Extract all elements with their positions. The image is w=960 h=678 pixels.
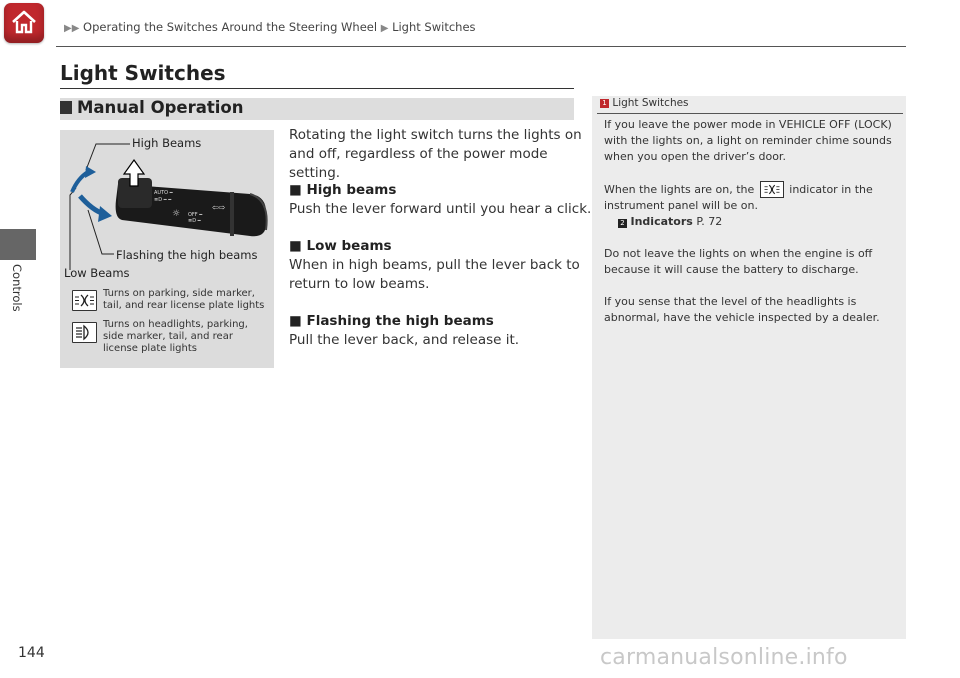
breadcrumb-item-light-switches[interactable]: Light Switches [392, 20, 476, 34]
intro-paragraph: Rotating the light switch turns the lights on and off, regardless of the power mode setting. [289, 127, 582, 181]
flashing-block [289, 312, 519, 350]
breadcrumb [64, 20, 476, 34]
headlight-indicator [72, 322, 97, 343]
headlight-icon [73, 323, 96, 342]
parking-light-indicator [72, 290, 97, 311]
svg-text:☼: ☼ [172, 209, 181, 219]
sidebar-paragraph-4: If you sense that the level of the headlights is abnormal, have the vehicle inspected by a dealer. [604, 295, 880, 324]
legend-headlights-text: Turns on headlights, parking, side marker, tail, and rear license plate lights [103, 319, 248, 354]
label-flashing-high-beams: Flashing the high beams [116, 248, 258, 262]
sidebar-divider [597, 113, 903, 114]
low-beams-block: ■ Low beams When in high beams, pull the lever back to return to low beams. [289, 238, 580, 292]
flashing-text: Pull the lever back, and release it. [289, 332, 520, 348]
parking-light-icon [760, 181, 784, 198]
high-beams-block [289, 181, 591, 219]
svg-text:≣D ━: ≣D ━ [188, 218, 201, 224]
svg-text:OFF ━: OFF ━ [188, 212, 203, 218]
square-bullet-icon [60, 101, 72, 114]
watermark: carmanualsonline.info [600, 645, 848, 670]
sidebar-heading: 1 Light Switches [600, 97, 689, 109]
sidebar-panel [592, 96, 906, 639]
title-divider [60, 88, 574, 89]
square-bullet-icon: ■ [289, 238, 307, 254]
cross-reference-icon: 2 [618, 219, 627, 228]
note-marker-icon: 1 [600, 99, 609, 108]
page-title: Light Switches [60, 61, 226, 85]
flashing-heading: Flashing the high beams [306, 313, 494, 329]
side-tab-marker[interactable] [0, 229, 36, 260]
low-beams-heading: Low beams [306, 238, 392, 254]
chevron-right-icon: ▶▶ [64, 23, 80, 34]
high-beams-text: Push the lever forward until you hear a click. [289, 201, 592, 217]
svg-text:⇦⇨: ⇦⇨ [212, 203, 226, 212]
label-high-beams: High Beams [132, 136, 202, 150]
breadcrumb-item-switches[interactable]: Operating the Switches Around the Steering Wheel [83, 20, 378, 34]
home-icon [10, 8, 38, 36]
side-tab[interactable] [10, 264, 30, 324]
legend-parking-text: Turns on parking, side marker, tail, and rear license plate lights [103, 288, 265, 311]
lever-auto-label: AUTO ━ [154, 190, 173, 196]
square-bullet-icon: ■ [289, 313, 307, 329]
section-title: Manual Operation [77, 98, 244, 117]
section-header [60, 98, 574, 120]
light-switch-illustration [60, 130, 274, 368]
svg-text:☼ ⊲ ━: ☼ ⊲ ━ [154, 183, 169, 189]
high-beams-heading: High beams [306, 182, 397, 198]
svg-text:≣D ━ ━: ≣D ━ ━ [154, 197, 172, 203]
sidebar-paragraph-2: When the lights are on, the indicator in the instrument panel will be on. 2 Indicators P. 72 [604, 183, 873, 228]
square-bullet-icon: ■ [289, 182, 307, 198]
chevron-right-icon: ▶ [380, 23, 389, 34]
side-tab-label: Controls [10, 264, 24, 312]
parking-light-icon [73, 291, 96, 310]
indicators-link[interactable]: 2 Indicators P. 72 [604, 214, 873, 230]
header-divider [56, 46, 906, 47]
page-number: 144 [18, 645, 45, 661]
sidebar-paragraph-1: If you leave the power mode in VEHICLE OFF (LOCK) with the lights on, a light on reminder chime sounds when you open the driver’s door. [604, 118, 892, 163]
label-low-beams: Low Beams [64, 266, 130, 280]
home-button[interactable] [4, 3, 44, 43]
sidebar-paragraph-3: Do not leave the lights on when the engine is off because it will cause the battery to discharge. [604, 247, 873, 276]
